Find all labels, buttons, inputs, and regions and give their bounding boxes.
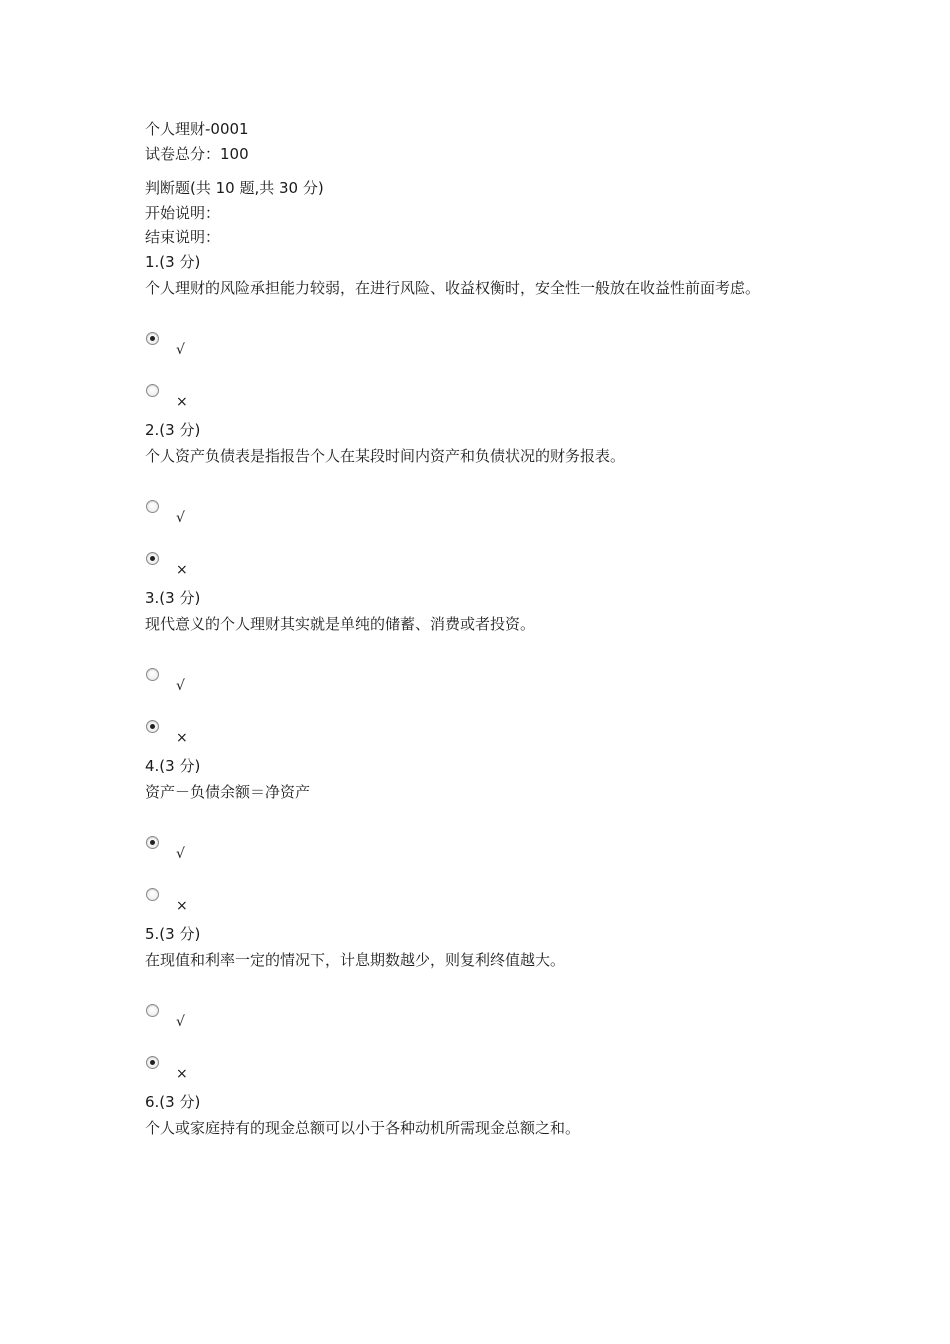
radio-button[interactable] xyxy=(146,384,159,397)
radio-dot-icon xyxy=(150,1060,155,1065)
answer-option[interactable] xyxy=(145,482,865,534)
exam-page xyxy=(145,117,865,1142)
option-false-label: × xyxy=(176,393,188,410)
total-score: 试卷总分：100 xyxy=(145,144,249,163)
radio-button[interactable] xyxy=(146,1004,159,1017)
answer-option[interactable] xyxy=(145,314,865,366)
question-text: 现代意义的个人理财其实就是单纯的储蓄、消费或者投资。 xyxy=(145,614,536,633)
question-text: 个人资产负债表是指报告个人在某段时间内资产和负债状况的财务报表。 xyxy=(145,446,626,465)
option-true-label: √ xyxy=(176,509,185,526)
question-list xyxy=(145,250,865,1142)
radio-dot-icon xyxy=(150,724,155,729)
option-true-label: √ xyxy=(176,677,185,694)
spacer xyxy=(145,166,865,176)
radio-button[interactable] xyxy=(146,552,159,565)
answer-option[interactable] xyxy=(145,702,865,754)
start-note: 开始说明： xyxy=(145,203,221,222)
radio-dot-icon xyxy=(150,556,155,561)
question-text: 资产－负债余额＝净资产 xyxy=(145,782,311,801)
question-item xyxy=(145,586,865,754)
exam-title: 个人理财-0001 xyxy=(145,120,249,138)
option-true-label: √ xyxy=(176,1013,185,1030)
question-score: 5.(3 分) xyxy=(145,924,201,943)
answer-option[interactable] xyxy=(145,870,865,922)
radio-button[interactable] xyxy=(146,1056,159,1069)
question-score: 2.(3 分) xyxy=(145,420,201,439)
answer-option[interactable] xyxy=(145,818,865,870)
question-item xyxy=(145,754,865,922)
question-text: 个人理财的风险承担能力较弱，在进行风险、收益权衡时，安全性一般放在收益性前面考虑。 xyxy=(145,278,761,297)
option-false-label: × xyxy=(176,1065,188,1082)
radio-dot-icon xyxy=(150,336,155,341)
answer-option[interactable] xyxy=(145,1038,865,1090)
option-true-label: √ xyxy=(176,845,185,862)
option-false-label: × xyxy=(176,897,188,914)
radio-button[interactable] xyxy=(146,500,159,513)
question-item xyxy=(145,418,865,586)
option-false-label: × xyxy=(176,729,188,746)
question-score: 1.(3 分) xyxy=(145,252,201,271)
question-score: 4.(3 分) xyxy=(145,756,201,775)
answer-option[interactable] xyxy=(145,366,865,418)
radio-button[interactable] xyxy=(146,720,159,733)
radio-button[interactable] xyxy=(146,668,159,681)
answer-option[interactable] xyxy=(145,534,865,586)
option-true-label: √ xyxy=(176,341,185,358)
question-item xyxy=(145,250,865,418)
section-heading: 判断题(共 10 题,共 30 分) xyxy=(145,179,324,197)
radio-button[interactable] xyxy=(146,332,159,345)
radio-dot-icon xyxy=(150,840,155,845)
question-text: 个人或家庭持有的现金总额可以小于各种动机所需现金总额之和。 xyxy=(145,1118,581,1137)
question-item xyxy=(145,1090,865,1142)
option-false-label: × xyxy=(176,561,188,578)
question-score: 3.(3 分) xyxy=(145,588,201,607)
radio-button[interactable] xyxy=(146,836,159,849)
question-score: 6.(3 分) xyxy=(145,1092,201,1111)
answer-option[interactable] xyxy=(145,986,865,1038)
answer-option[interactable] xyxy=(145,650,865,702)
end-note: 结束说明： xyxy=(145,228,221,246)
question-item xyxy=(145,922,865,1090)
question-text: 在现值和利率一定的情况下，计息期数越少，则复利终值越大。 xyxy=(145,950,566,969)
radio-button[interactable] xyxy=(146,888,159,901)
